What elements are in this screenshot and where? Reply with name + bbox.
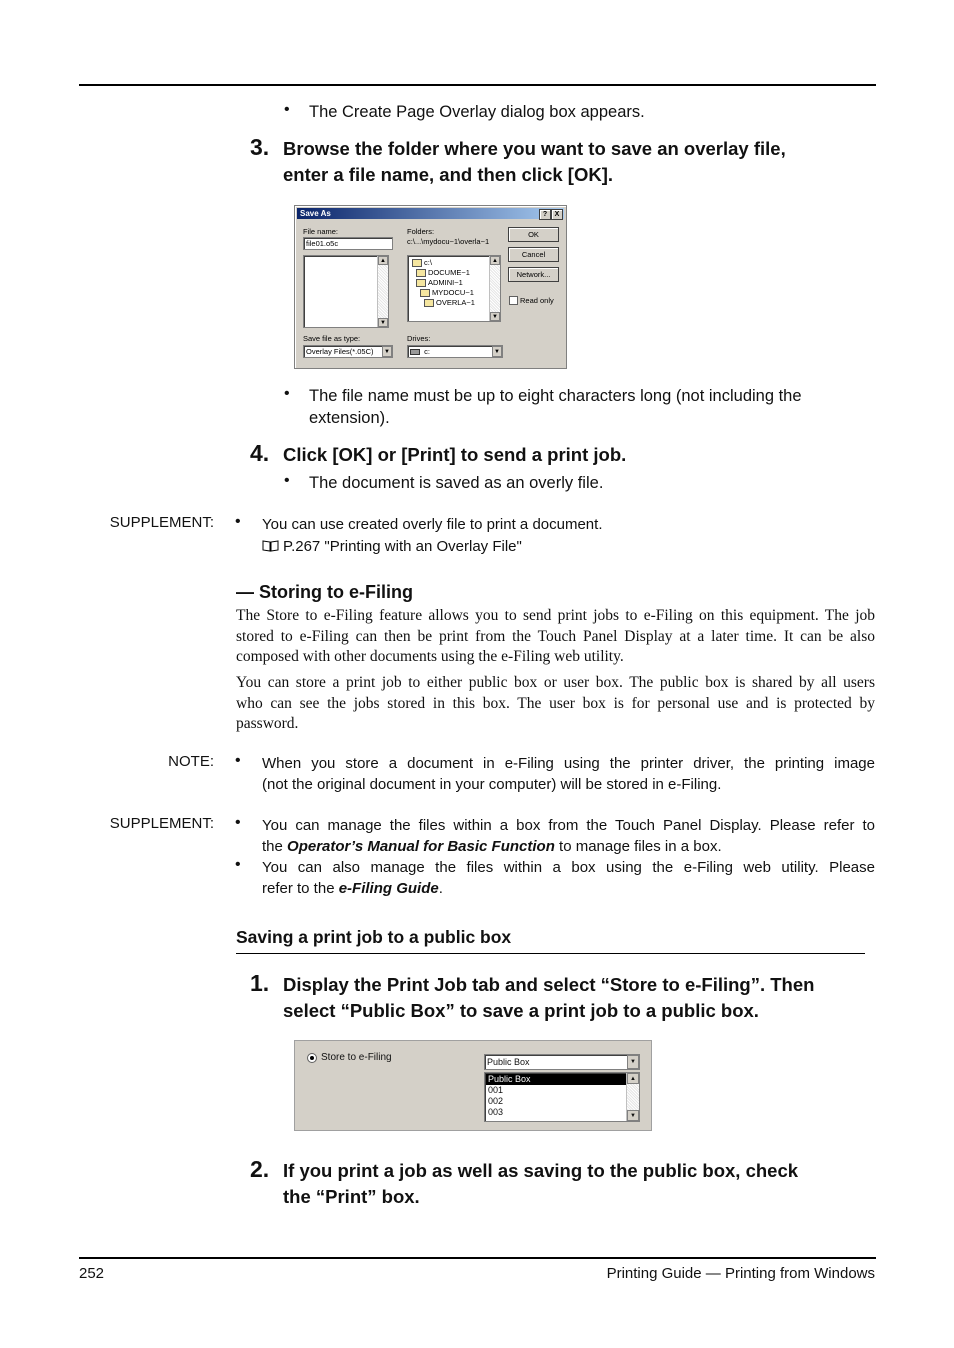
save-type-label: Save file as type: <box>303 334 361 343</box>
heading-underline <box>236 953 865 954</box>
folder-icon <box>416 269 426 277</box>
book-icon <box>262 537 279 549</box>
chevron-down-icon: ▼ <box>627 1055 639 1069</box>
subsection-heading: Saving a print job to a public box <box>236 927 512 947</box>
box-combo-value: Public Box <box>487 1057 530 1067</box>
file-list-scrollbar[interactable] <box>377 256 388 327</box>
box-combo[interactable] <box>484 1054 640 1070</box>
manual-title: Operator’s Manual for Basic Function <box>287 838 555 855</box>
folder-list[interactable] <box>407 255 501 322</box>
scroll-down-arrow[interactable]: ▼ <box>490 312 500 321</box>
folder-item[interactable]: DOCUME~1 <box>416 268 470 278</box>
save-type-select[interactable] <box>303 345 393 358</box>
step-text: Click [OK] or [Print] to send a print job. <box>283 444 627 465</box>
scroll-down-arrow[interactable]: ▼ <box>627 1110 639 1121</box>
list-item[interactable]: 001 <box>488 1085 504 1095</box>
top-rule <box>79 84 876 86</box>
folder-icon <box>412 259 422 267</box>
folder-item[interactable]: OVERLA~1 <box>424 298 475 308</box>
network-button[interactable]: Network... <box>508 267 559 282</box>
list-item[interactable]: Public Box <box>486 1074 627 1085</box>
supplement-label: SUPPLEMENT: <box>109 514 214 531</box>
footer-title: Printing Guide — Printing from Windows <box>606 1265 875 1282</box>
read-only-checkbox[interactable] <box>509 296 518 305</box>
note-label: NOTE: <box>168 753 214 770</box>
list-item[interactable]: 003 <box>488 1107 504 1117</box>
step-number: 4. <box>250 440 270 466</box>
bullet-dot: • <box>235 752 241 769</box>
list-item[interactable]: 002 <box>488 1096 504 1106</box>
supplement-text: You can also manage the files within a box using the e-Filing web utility. Please refer to the e-Filing Guide. <box>262 859 875 897</box>
folder-list-scrollbar[interactable] <box>489 256 500 321</box>
page-number: 252 <box>79 1265 105 1282</box>
dialog-title: Save As <box>300 209 331 218</box>
bullet-text: The Create Page Overlay dialog box appears. <box>309 103 645 121</box>
drives-value: c: <box>424 347 430 356</box>
bullet-dot: • <box>284 101 290 118</box>
file-name-label: File name: <box>303 227 339 236</box>
scroll-up-arrow[interactable]: ▲ <box>627 1073 639 1084</box>
supplement-label: SUPPLEMENT: <box>109 815 214 832</box>
store-efiling-radio[interactable] <box>307 1053 317 1063</box>
bullet-dot: • <box>235 814 241 831</box>
guide-title: e-Filing Guide <box>338 880 439 897</box>
step-line: Browse the folder where you want to save an overlay file, <box>283 138 786 159</box>
store-efiling-label: Store to e-Filing <box>321 1052 392 1063</box>
bullet-dot: • <box>235 513 241 530</box>
folder-icon <box>420 289 430 297</box>
cancel-button[interactable]: Cancel <box>508 247 559 262</box>
scroll-up-arrow[interactable]: ▲ <box>490 256 500 265</box>
bullet-text: The file name must be up to eight characters long (not including the extension). <box>309 387 802 427</box>
step-text <box>283 136 883 188</box>
scroll-down-arrow[interactable]: ▼ <box>378 318 388 327</box>
open-folder-icon <box>424 299 434 307</box>
section-heading: — Storing to e-Filing <box>236 582 413 602</box>
step-text: Display the Print Job tab and select “Store to e-Filing”. Then select “Public Box” to save a print job to a public box. <box>283 974 815 1021</box>
efiling-panel <box>294 1040 652 1131</box>
file-name-input[interactable]: file01.o5c <box>303 237 393 250</box>
folder-item[interactable]: MYDOCU~1 <box>420 288 474 298</box>
bullet-dot: • <box>284 385 290 402</box>
footer-rule <box>79 1257 876 1259</box>
step-text: If you print a job as well as saving to the public box, check the “Print” box. <box>283 1160 799 1207</box>
bullet-dot: • <box>235 856 241 873</box>
file-list[interactable] <box>303 255 389 328</box>
folders-label: Folders: <box>407 227 435 236</box>
step-number: 1. <box>250 970 270 996</box>
drives-select[interactable] <box>407 345 503 358</box>
paragraph: You can store a print job to either public box or user box. The public box is shared by all users who can see the jobs stored in this box. The user box is for personal use and is protected by password. <box>236 674 875 732</box>
folder-item[interactable]: c:\ <box>412 258 432 268</box>
save-as-dialog <box>294 205 567 369</box>
box-list-scrollbar[interactable] <box>626 1073 639 1121</box>
bullet-dot: • <box>284 472 290 489</box>
paragraph: The Store to e-Filing feature allows you to send print jobs to e-Filing on this equipment. The job stored to e-Filing can then be print from the Touch Panel Display at a later time. It can be also composed with other documents using the e-Filing web utility. <box>236 607 875 665</box>
step-number: 3. <box>250 134 270 160</box>
save-type-value: Overlay Files(*.05C) <box>306 347 374 356</box>
chevron-down-icon: ▼ <box>492 346 502 357</box>
help-button[interactable]: ? <box>539 209 551 220</box>
bullet-text: The document is saved as an overly file. <box>309 474 604 492</box>
read-only-label: Read only <box>520 296 554 305</box>
close-button[interactable]: X <box>551 209 563 220</box>
step-line: enter a file name, and then click [OK]. <box>283 164 614 185</box>
drives-label: Drives: <box>407 334 431 343</box>
dialog-titlebar <box>297 208 564 219</box>
reference-link[interactable]: P.267 "Printing with an Overlay File" <box>262 536 522 557</box>
drive-icon <box>410 349 420 355</box>
scroll-up-arrow[interactable]: ▲ <box>378 256 388 265</box>
folder-icon <box>416 279 426 287</box>
supplement-text: You can use created overly file to print a document. <box>262 516 603 533</box>
chevron-down-icon: ▼ <box>382 346 392 357</box>
supplement-text: You can manage the files within a box from the Touch Panel Display. Please refer to the Operator’s Manual for Basic Function to manage files in a box. <box>262 817 875 855</box>
folders-path: c:\...\mydocu~1\overla~1 <box>407 237 490 246</box>
ok-button[interactable]: OK <box>508 227 559 242</box>
step-number: 2. <box>250 1156 270 1182</box>
folder-item[interactable]: ADMINI~1 <box>416 278 463 288</box>
box-list[interactable] <box>484 1072 640 1122</box>
note-text: When you store a document in e-Filing using the printer driver, the printing image (not the original document in your computer) will be stored in e-Filing. <box>262 755 875 793</box>
